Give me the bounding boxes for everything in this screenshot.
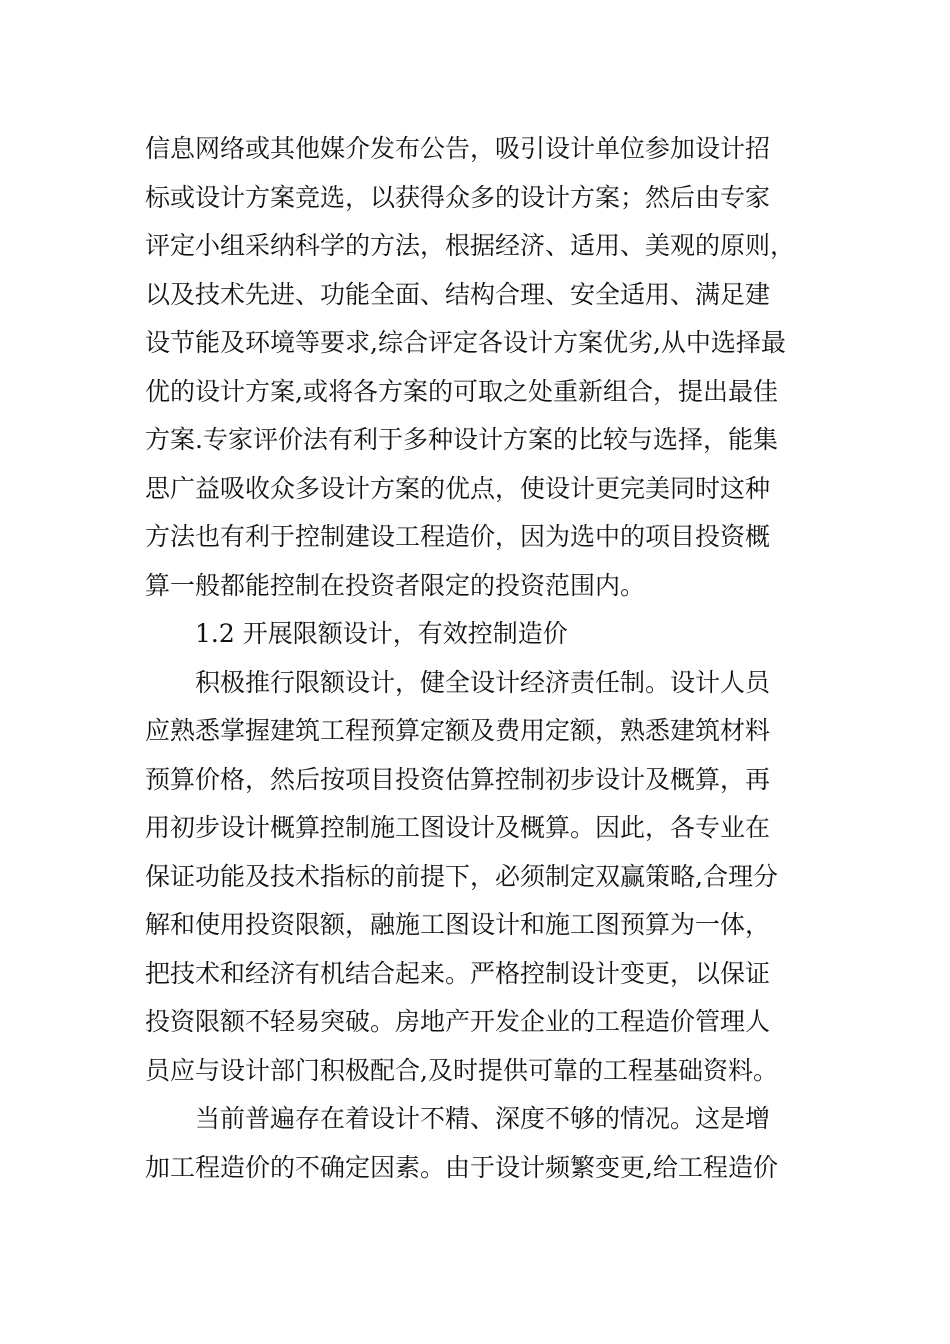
text-line: 思广益吸收众多设计方案的优点，使设计更完美同时这种 [145,473,771,503]
text-line: 员应与设计部门积极配合,及时提供可靠的工程基础资料。 [145,1055,778,1085]
text-line: 投资限额不轻易突破。房地产开发企业的工程造价管理人 [145,1007,771,1036]
text-line: 方法也有利于控制建设工程造价，因为选中的项目投资概 [145,522,771,551]
text-line: 标或设计方案竞选，以获得众多的设计方案；然后由专家 [145,182,771,212]
text-line: 加工程造价的不确定因素。由于设计频繁变更,给工程造价 [145,1152,778,1182]
text-line: 应熟悉掌握建筑工程预算定额及费用定额，熟悉建筑材料 [145,716,771,745]
section-heading: 1.2 开展限额设计，有效控制造价 [195,619,568,648]
paragraph-first-line: 当前普遍存在着设计不精、深度不够的情况。这是增 [195,1104,771,1133]
text-line: 用初步设计概算控制施工图设计及概算。因此，各专业在 [145,813,771,842]
body-text [145,125,805,1192]
paragraph-first-line: 积极推行限额设计，健全设计经济责任制。设计人员 [195,667,771,697]
text-line: 评定小组采纳科学的方法，根据经济、适用、美观的原则， [145,231,796,260]
text-line: 把技术和经济有机结合起来。严格控制设计变更，以保证 [145,958,771,988]
text-line: 保证功能及技术指标的前提下，必须制定双赢策略,合理分 [145,861,778,891]
text-line: 优的设计方案,或将各方案的可取之处重新组合，提出最佳 [145,376,778,406]
text-line: 信息网络或其他媒介发布公告，吸引设计单位参加设计招 [145,134,771,163]
text-line: 解和使用投资限额，融施工图设计和施工图预算为一体， [145,910,771,939]
text-line: 以及技术先进、功能全面、结构合理、安全适用、满足建 [145,279,771,309]
text-line: 方案.专家评价法有利于多种设计方案的比较与选择，能集 [145,425,778,454]
text-line: 算一般都能控制在投资者限定的投资范围内。 [145,570,646,600]
text-line: 设节能及环境等要求,综合评定各设计方案优劣,从中选择最 [145,328,786,357]
text-line: 预算价格，然后按项目投资估算控制初步设计及概算，再 [145,764,771,794]
